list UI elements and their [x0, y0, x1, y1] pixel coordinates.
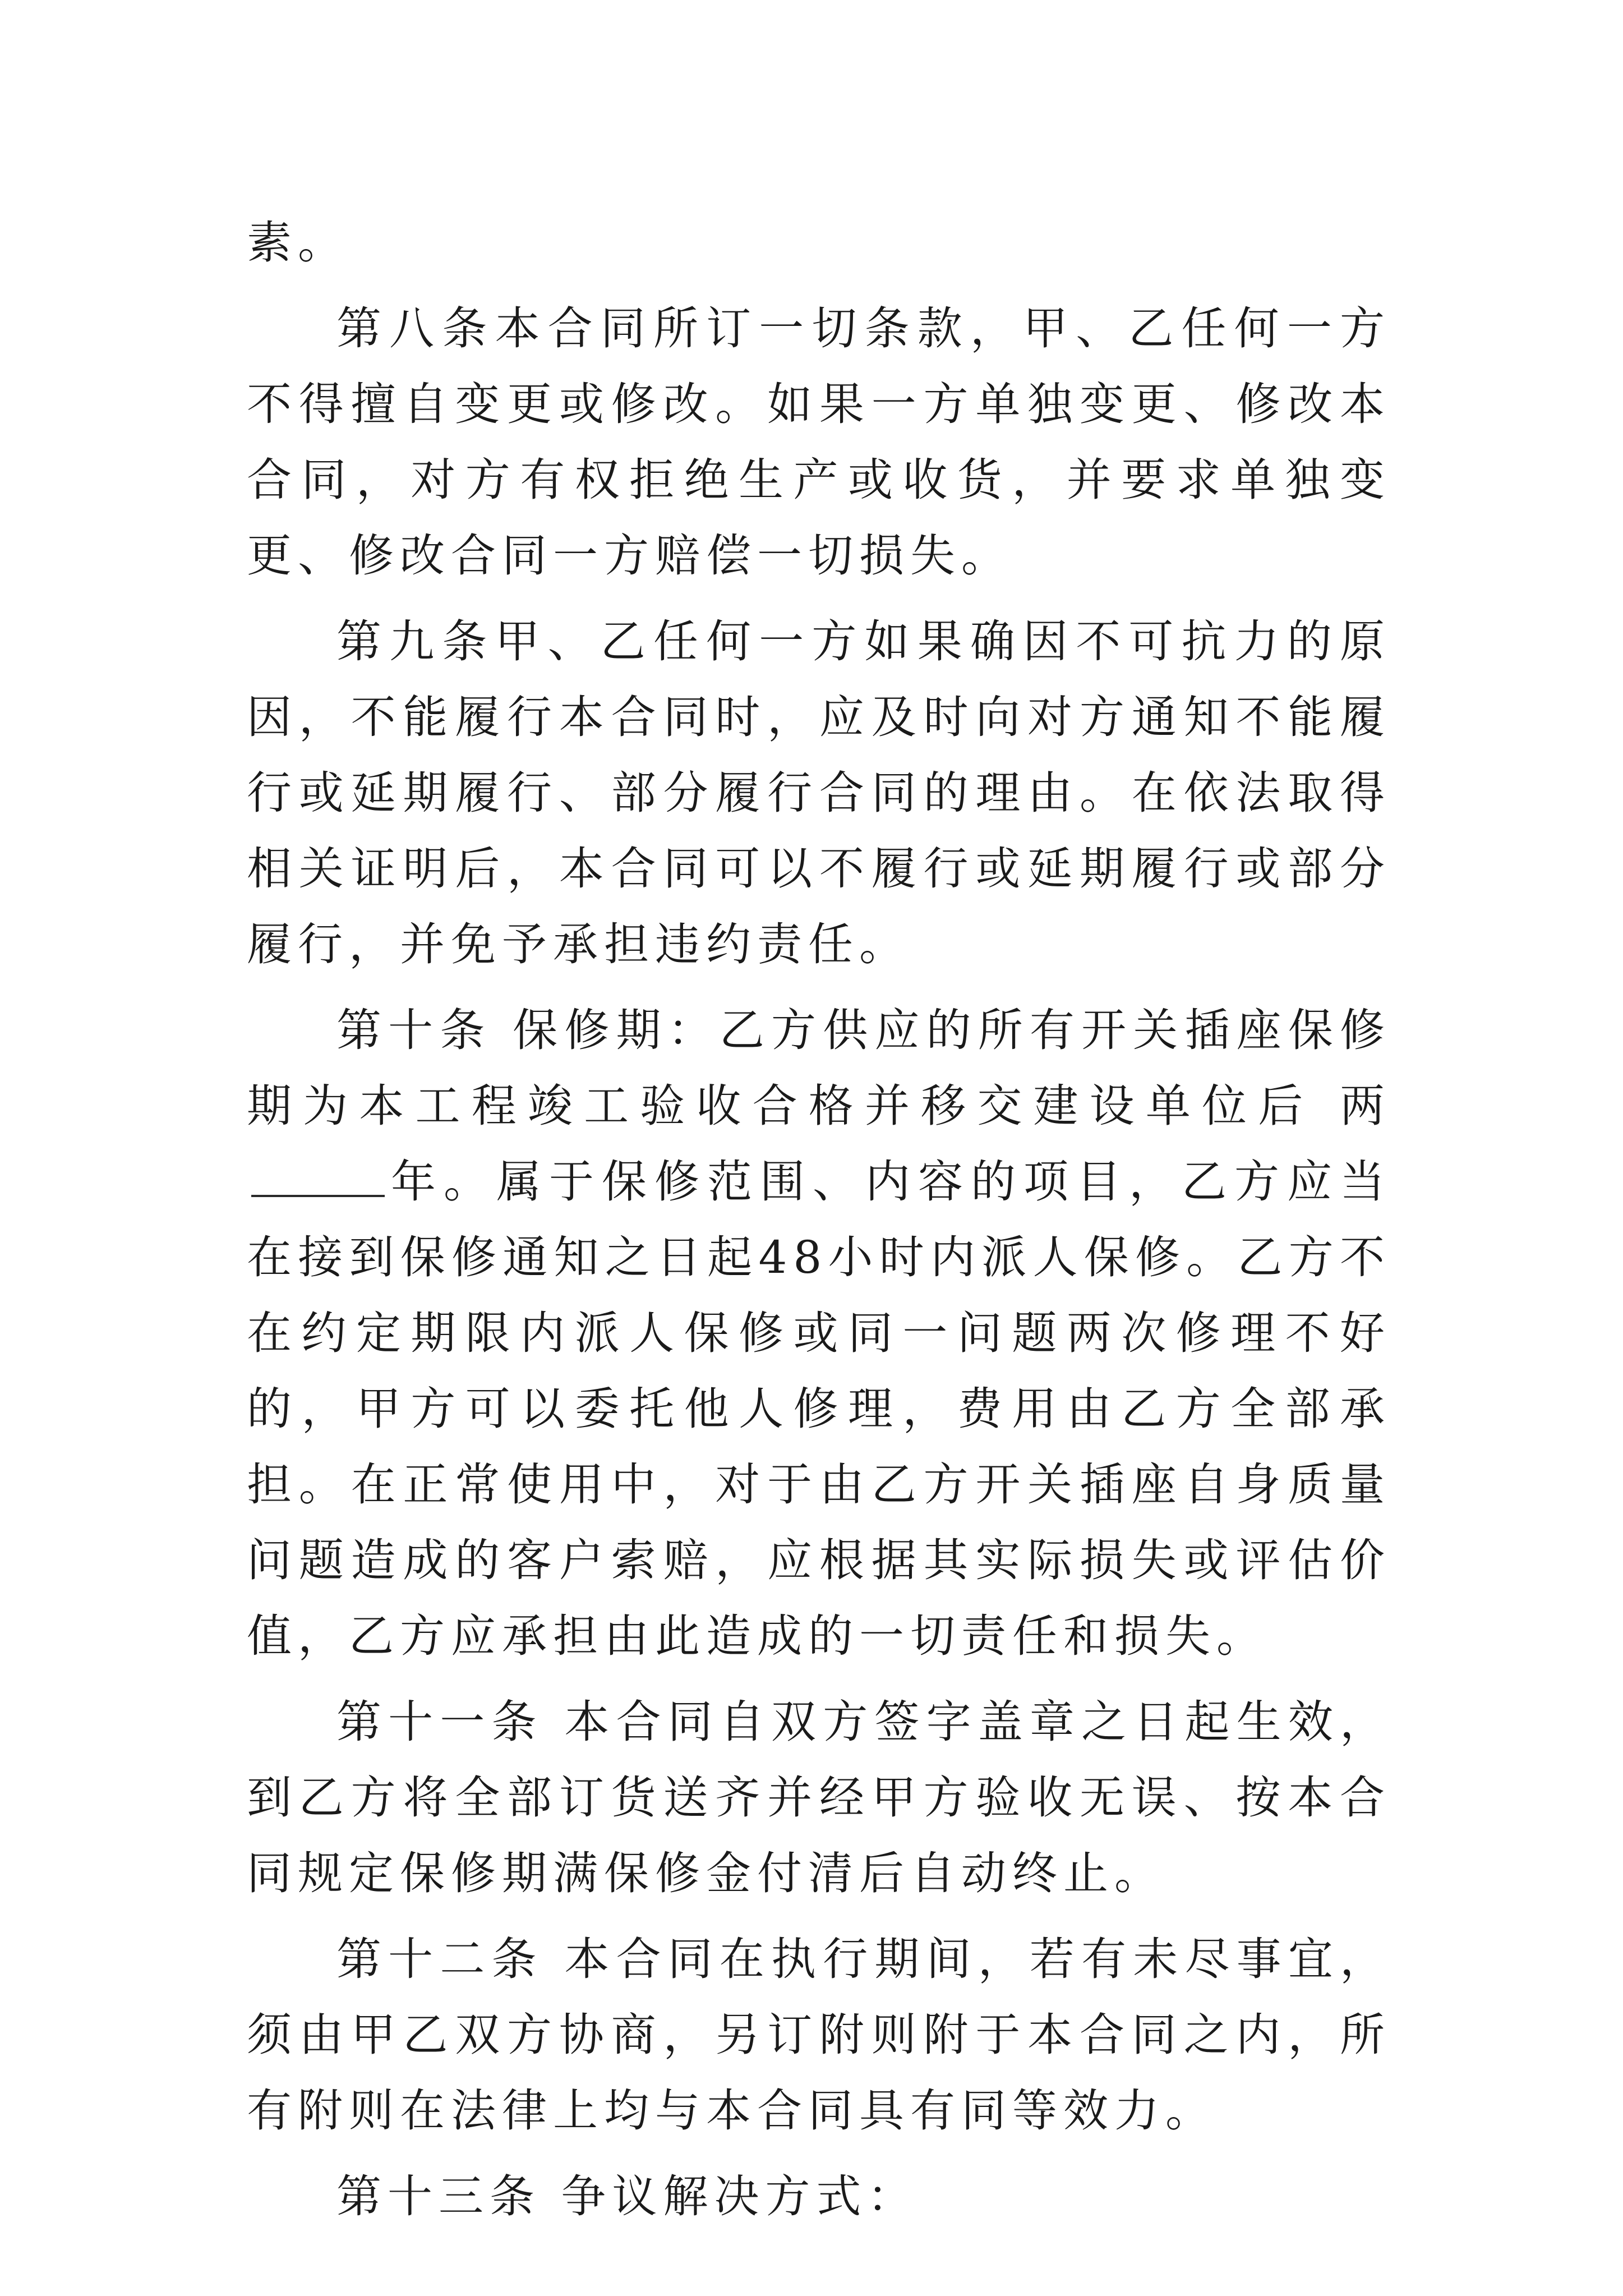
- fill-in-blank-line: [251, 1158, 385, 1197]
- paragraph-article-13: 第十三条 争议解决方式：: [336, 2170, 919, 2223]
- contract-body: [247, 205, 1391, 2234]
- paragraph-article-11: 第十一条 本合同自双方签字盖章之日起生效，到乙方将全部订货送齐并经甲方验收无误、按本合同规定保修期满保修金付清后自动终止。: [247, 1696, 1391, 1899]
- paragraph-article-9: 第九条甲、乙任何一方如果确因不可抗力的原因，不能履行本合同时，应及时向对方通知不能履行或延期履行、部分履行合同的理由。在依法取得相关证明后，本合同可以不履行或延期履行或部分履行，并免予承担违约责任。: [247, 615, 1391, 970]
- paragraph-article-10: [247, 992, 1391, 1674]
- paragraph-article-12: 第十二条 本合同在执行期间，若有未尽事宜，须由甲乙双方协商，另订附则附于本合同之内，所有附则在法律上均与本合同具有同等效力。: [247, 1933, 1391, 2137]
- paragraph-article-8: 第八条本合同所订一切条款，甲、乙任何一方不得擅自变更或修改。如果一方单独变更、修改本合同，对方有权拒绝生产或收货，并要求单独变更、修改合同一方赔偿一切损失。: [247, 302, 1391, 582]
- article-10-text-after-blank: 年。属于保修范围、内容的项目，乙方应当在接到保修通知之日起48小时内派人保修。乙方不在约定期限内派人保修或同一问题两次修理不好的，甲方可以委托他人修理，费用由乙方全部承担。在正常使用中，对于由乙方开关插座自身质量问题造成的客户索赔，应根据其实际损失或评估价值，乙方应承担由此造成的一切责任和损失。: [247, 1156, 1391, 1662]
- paragraph-continuation: 素。: [247, 217, 349, 269]
- article-10-text-before-blank: 第十条 保修期：乙方供应的所有开关插座保修期为本工程竣工验收合格并移交建设单位后 两: [247, 1004, 1391, 1132]
